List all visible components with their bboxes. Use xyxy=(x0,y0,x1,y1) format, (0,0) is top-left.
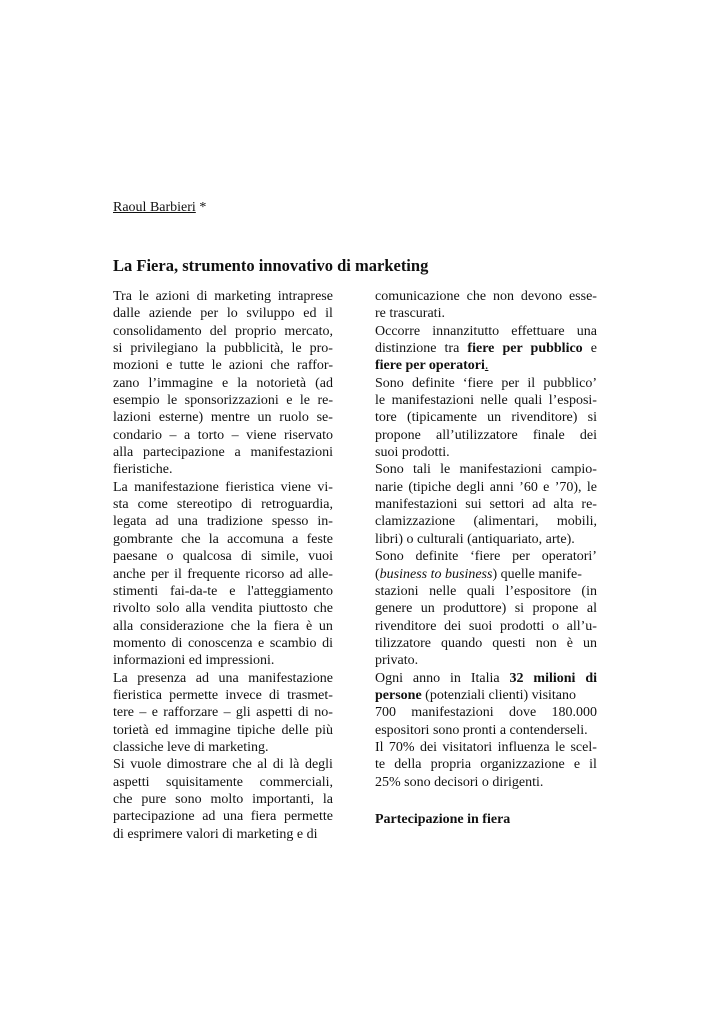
text-line: stazioni nelle quali l’espositore (in xyxy=(375,583,597,599)
text-line: si privilegiano la pubblicità, le pro- xyxy=(113,341,333,357)
text-line: aspetti squisitamente commerciali, xyxy=(113,774,333,790)
text-line: rivenditore dei suoi prodotti o all’u- xyxy=(375,618,597,634)
text-line: Ogni anno in Italia 32 milioni di xyxy=(375,670,597,686)
text-line: genere un produttore) si propone al xyxy=(375,601,597,617)
text-line: condario – a torto – viene riservato xyxy=(113,427,333,443)
text-line: rivolto solo alla vendita piuttosto che xyxy=(113,601,333,617)
author-name: Raoul Barbieri xyxy=(113,200,196,215)
text-line: lazioni esterne) mentre un ruolo se- xyxy=(113,410,333,426)
text-line: 700 manifestazioni dove 180.000 xyxy=(375,705,597,721)
text-line: manifestazioni sui settori ad alta re- xyxy=(375,497,597,513)
text-line: Il 70% dei visitatori influenza le scel- xyxy=(375,739,597,755)
text-line: Sono definite ‘fiere per il pubblico’ xyxy=(375,375,597,391)
left-text-column xyxy=(113,288,333,843)
text-line: le manifestazioni nelle quali l’esposi- xyxy=(375,393,597,409)
text-line: momento di conoscenza e scambio di xyxy=(113,635,333,651)
text-line: tore (tipicamente un rivenditore) si xyxy=(375,410,597,426)
text-line: privato. xyxy=(375,653,419,669)
text-line: zano l’immagine e la notorietà (ad xyxy=(113,375,333,391)
text-line: propone all’utilizzatore finale dei xyxy=(375,427,597,443)
text-line: fieristica permette invece di trasmet- xyxy=(113,687,333,703)
text-line: classiche leve di marketing. xyxy=(113,739,269,755)
text-line: Occorre innanzitutto effettuare una xyxy=(375,323,597,339)
text-line: Tra le azioni di marketing intraprese xyxy=(113,289,333,304)
text-line: legata ad una tradizione spesso in- xyxy=(113,514,333,530)
text-line: libri) o culturali (antiquariato, arte). xyxy=(375,531,575,547)
author-footnote-mark: * xyxy=(195,200,207,215)
text-line: informazioni ed impressioni. xyxy=(113,653,275,669)
text-line: stimenti fai-da-te e l'atteggiamento xyxy=(113,583,333,599)
text-line: re trascurati. xyxy=(375,306,445,322)
text-line: tilizzatore quando questi non è un xyxy=(375,635,597,651)
text-line: dalle aziende per lo sviluppo ed il xyxy=(113,306,333,322)
text-line: fiere per operatori. xyxy=(375,358,489,374)
text-line: torietà ed immagine tipiche delle più xyxy=(113,722,333,738)
text-line: distinzione tra fiere per pubblico e xyxy=(375,341,597,357)
text-line: fieristiche. xyxy=(113,462,173,478)
section-heading: Partecipazione in fiera xyxy=(375,812,511,827)
text-line: paesane o qualcosa di simile, vuoi xyxy=(113,549,333,565)
text-line: Sono tali le manifestazioni campio- xyxy=(375,462,597,478)
text-line: 25% sono decisori o dirigenti. xyxy=(375,774,544,790)
text-line: che pure sono molto importanti, la xyxy=(113,791,333,807)
text-line: comunicazione che non devono esse- xyxy=(375,289,597,304)
author-line xyxy=(113,199,206,216)
article-title: La Fiera, strumento innovativo di marketing xyxy=(113,256,429,275)
text-line: narie (tipiche degli anni ’60 e ’70), le xyxy=(375,479,597,495)
text-line: La presenza ad una manifestazione xyxy=(113,670,333,686)
text-line: tere – e rafforzare – gli aspetti di no- xyxy=(113,705,333,721)
text-line: suoi prodotti. xyxy=(375,445,450,461)
text-line: mozioni e tutte le azioni che raffor- xyxy=(113,358,333,374)
text-line: partecipazione ad una fiera permette xyxy=(113,809,333,825)
right-text-column xyxy=(375,288,597,791)
text-line: alla partecipazione a manifestazioni xyxy=(113,445,333,461)
text-line: persone (potenziali clienti) visitano xyxy=(375,687,577,703)
text-line: di esprimere valori di marketing e di xyxy=(113,826,318,842)
text-line: La manifestazione fieristica viene vi- xyxy=(113,479,333,495)
text-line: consolidamento del proprio mercato, xyxy=(113,323,333,339)
text-line: espositori sono pronti a contenderseli. xyxy=(375,722,588,738)
text-line: gombrante che la accomuna a feste xyxy=(113,531,333,547)
text-line: anche per il frequente ricorso ad alle- xyxy=(113,566,333,582)
text-line: te della propria organizzazione e il xyxy=(375,757,597,773)
text-line: sta come stereotipo di retroguardia, xyxy=(113,497,333,513)
text-line: (business to business) quelle manife- xyxy=(375,566,582,582)
text-line: clamizzazione (alimentari, mobili, xyxy=(375,514,597,530)
text-line: alla considerazione che la fiera è un xyxy=(113,618,333,634)
text-line: esempio le sponsorizzazioni e le re- xyxy=(113,393,333,409)
text-line: Sono definite ‘fiere per operatori’ xyxy=(375,549,597,565)
text-line: Si vuole dimostrare che al di là degli xyxy=(113,757,333,773)
